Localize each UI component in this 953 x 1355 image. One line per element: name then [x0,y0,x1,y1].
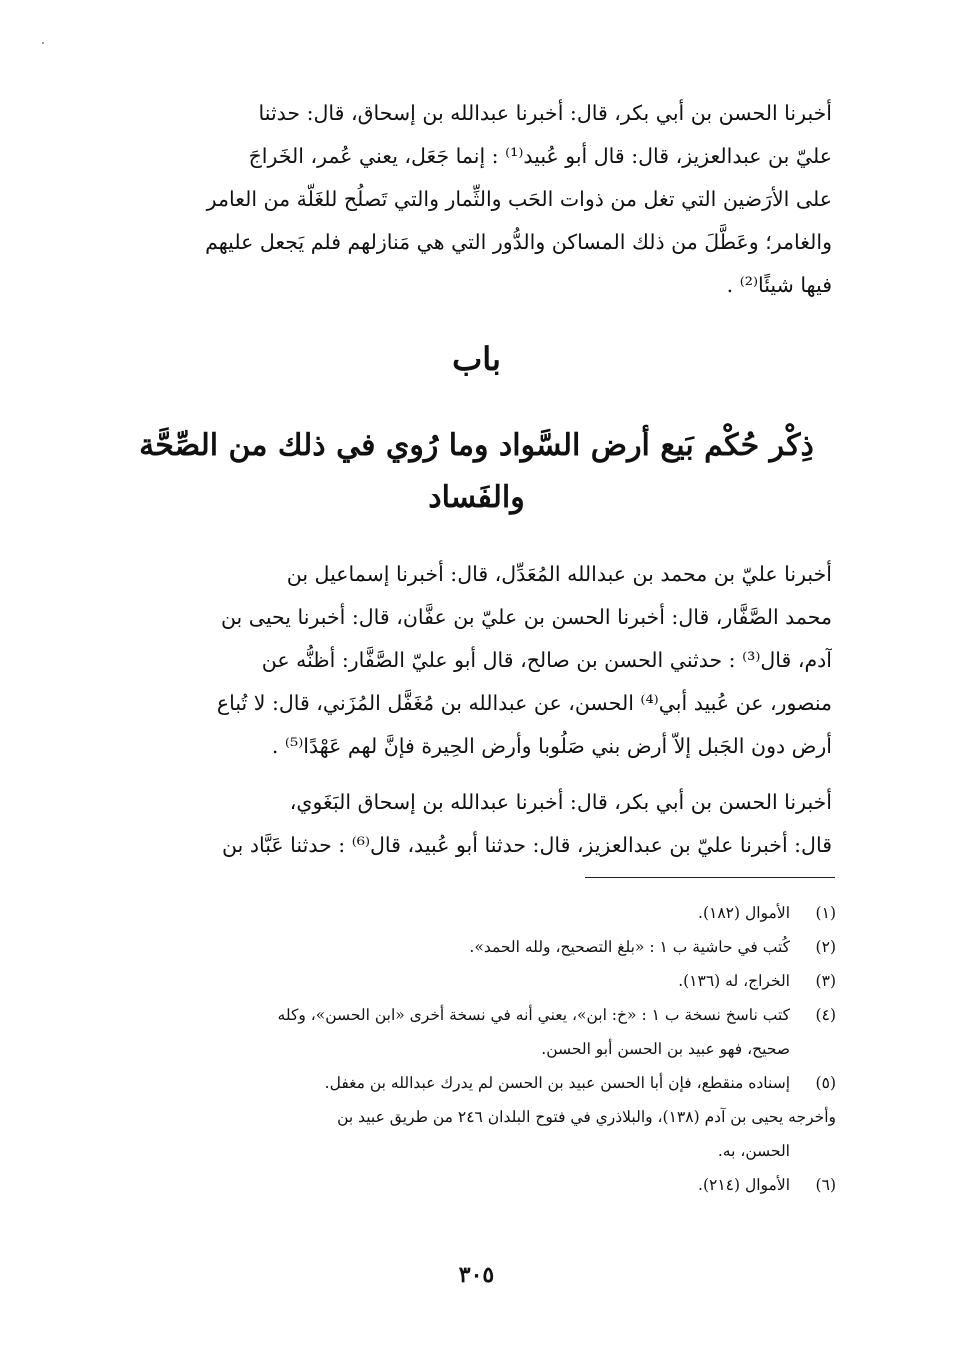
footnote-number: (٢) [815,938,836,956]
paragraph-2-line: أرض دون الجَبل إلاّ أرض بني صَلُوبا وأرض الحِيرة فإنَّ لهم عَهْدًا⁽⁵⁾ . [271,734,832,758]
footnote-text [108,964,790,998]
footnote-separator [585,877,835,878]
paragraph-1-line: فيها شيئًا⁽²⁾ . [726,273,832,297]
paragraph-2 [112,553,832,768]
footnote-line: كُتب في حاشية ب ١ : «بلغ التصحيح، ولله الحمد». [469,938,790,956]
chapter-title-line: ذِكْر حُكْم بَيع أرض السَّواد وما رُوي في ذلك من الصِّحَّة [139,428,814,463]
paragraph-2-line: أخبرنا عليّ بن محمد بن عبدالله المُعَدِّل، قال: أخبرنا إسماعيل بن [286,562,832,586]
footnotes [108,896,836,1202]
paragraph-3-line: قال: أخبرنا عليّ بن عبدالعزيز، قال: حدثنا أبو عُبيد، قال⁽⁶⁾ : حدثنا عَبَّاد بن [222,833,832,857]
footnote-text [108,1168,790,1202]
scan-speck [42,42,44,44]
footnote-line: الحسن، به. [717,1142,790,1160]
page-number: ٣٠٥ [458,1262,495,1288]
footnote-5 [108,1066,836,1100]
footnote-number: (٥) [815,1074,836,1092]
paragraph-1 [112,92,832,307]
chapter-title [80,420,873,524]
footnote-6 [108,1168,836,1202]
paragraph-1-line: عليّ بن عبدالعزيز، قال: قال أبو عُبيد⁽¹⁾ : إنما جَعَل، يعني عُمر، الخَراجَ [248,144,832,168]
paragraph-1-line: أخبرنا الحسن بن أبي بكر، قال: أخبرنا عبدالله بن إسحاق، قال: حدثنا [258,101,832,125]
footnote-3 [108,964,836,998]
paragraph-3-line: أخبرنا الحسن بن أبي بكر، قال: أخبرنا عبدالله بن إسحاق البَغَوي، [289,790,832,814]
footnote-line: الأموال (٢١٤). [698,1176,790,1194]
footnote-text [108,998,790,1066]
footnote-2 [108,930,836,964]
chapter-title-line: والفَساد [428,480,525,515]
paragraph-2-line: آدم، قال⁽³⁾ : حدثني الحسن بن صالح، قال أبو عليّ الصَّفَّار: أظنُّه عن [261,648,832,672]
footnote-text [108,896,790,930]
footnote-5-continuation [108,1100,836,1168]
footnote-number: (٦) [815,1176,836,1194]
footnote-text [108,1066,790,1100]
footnote-number: (٣) [815,972,836,990]
footnote-number: (١) [815,904,836,922]
paragraph-3 [112,781,832,867]
footnote-line: كتب ناسخ نسخة ب ١ : «خ: ابن»، يعني أنه في نسخة أخرى «ابن الحسن»، وكله [277,1006,790,1024]
paragraph-1-line: والغامر؛ وعَطَّلَ من ذلك المساكن والدُّور التي هي مَنازلهم فلم يَجعل عليهم [205,230,832,254]
paragraph-1-line: على الأرَضين التي تغل من ذوات الحَب والثِّمار والتي تَصلُح للغَلّة من العامر [206,187,832,211]
paragraph-2-line: منصور، عن عُبيد أبي⁽⁴⁾ الحسن، عن عبدالله بن مُغَفَّل المُزَني، قال: لا تُباع [216,691,832,715]
footnote-text [108,930,790,964]
footnote-1 [108,896,836,930]
section-heading-bab: باب [452,340,501,378]
footnote-line: الخراج، له (١٣٦). [678,972,790,990]
footnote-line: وأخرجه يحيى بن آدم (١٣٨)، والبلاذري في فتوح البلدان ٢٤٦ من طريق عبيد بن [337,1108,836,1126]
footnote-line: صحيح، فهو عبيد بن الحسن أبو الحسن. [541,1040,790,1058]
footnote-line: إسناده منقطع، فإن أبا الحسن عبيد بن الحسن لم يدرك عبدالله بن مغفل. [324,1074,790,1092]
footnote-number: (٤) [815,1006,836,1024]
footnote-line: الأموال (١٨٢). [698,904,790,922]
paragraph-2-line: محمد الصَّفَّار، قال: أخبرنا الحسن بن عليّ بن عفَّان، قال: أخبرنا يحيى بن [220,605,832,629]
footnote-4 [108,998,836,1066]
